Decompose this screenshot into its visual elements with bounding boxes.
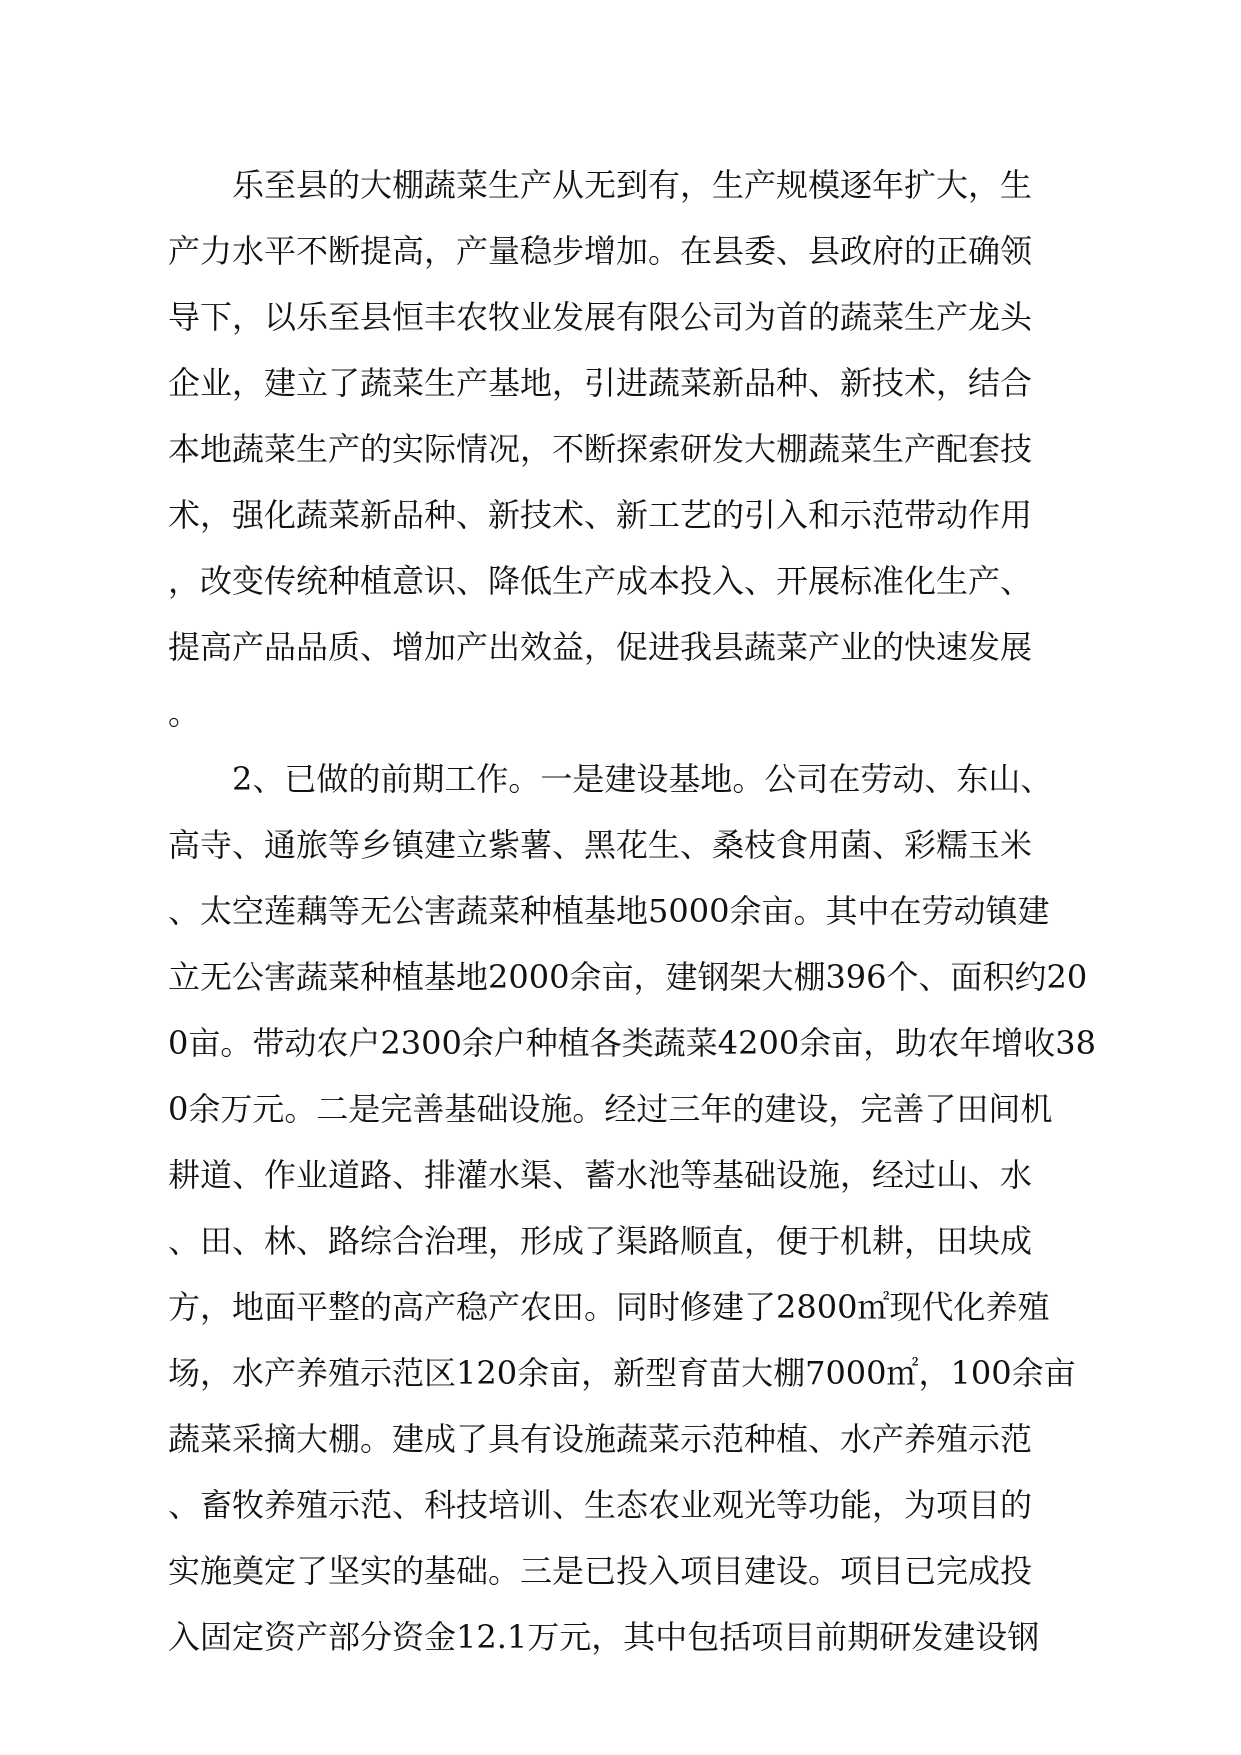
text-line: 0亩。带动农户2300余户种植各类蔬菜4200余亩，助农年增收38 bbox=[168, 1024, 1096, 1062]
text-line: 耕道、作业道路、排灌水渠、蓄水池等基础设施，经过山、水 bbox=[168, 1156, 1033, 1194]
text-line: 场，水产养殖示范区120余亩，新型育苗大棚7000㎡，100余亩 bbox=[168, 1354, 1076, 1392]
text-line: 、太空莲藕等无公害蔬菜种植基地5000余亩。其中在劳动镇建 bbox=[168, 892, 1050, 930]
text-line: 、畜牧养殖示范、科技培训、生态农业观光等功能，为项目的 bbox=[168, 1486, 1033, 1524]
text-line: 产力水平不断提高，产量稳步增加。在县委、县政府的正确领 bbox=[168, 232, 1033, 270]
paragraph-vegetable-production bbox=[168, 152, 1068, 746]
text-line: 、田、林、路综合治理，形成了渠路顺直，便于机耕，田块成 bbox=[168, 1222, 1033, 1260]
text-line: 导下，以乐至县恒丰农牧业发展有限公司为首的蔬菜生产龙头 bbox=[168, 298, 1033, 336]
text-line: 立无公害蔬菜种植基地2000余亩，建钢架大棚396个、面积约20 bbox=[168, 958, 1088, 996]
text-line: 实施奠定了坚实的基础。三是已投入项目建设。项目已完成投 bbox=[168, 1552, 1033, 1590]
text-line: 提高产品品质、增加产出效益，促进我县蔬菜产业的快速发展 bbox=[168, 628, 1033, 666]
text-line: 术，强化蔬菜新品种、新技术、新工艺的引入和示范带动作用 bbox=[168, 496, 1033, 534]
text-line: 乐至县的大棚蔬菜生产从无到有，生产规模逐年扩大，生 bbox=[232, 166, 1033, 204]
text-line: 入固定资产部分资金12.1万元，其中包括项目前期研发建设钢 bbox=[168, 1618, 1040, 1656]
text-line: 蔬菜采摘大棚。建成了具有设施蔬菜示范种植、水产养殖示范 bbox=[168, 1420, 1033, 1458]
text-line: ，改变传统种植意识、降低生产成本投入、开展标准化生产、 bbox=[168, 562, 1033, 600]
text-line: 2、已做的前期工作。一是建设基地。公司在劳动、东山、 bbox=[232, 760, 1053, 798]
text-line: 本地蔬菜生产的实际情况，不断探索研发大棚蔬菜生产配套技 bbox=[168, 430, 1033, 468]
text-line: 。 bbox=[168, 694, 201, 732]
text-line: 企业，建立了蔬菜生产基地，引进蔬菜新品种、新技术，结合 bbox=[168, 364, 1033, 402]
document-body bbox=[168, 152, 1096, 1670]
text-line: 0余万元。二是完善基础设施。经过三年的建设，完善了田间机 bbox=[168, 1090, 1053, 1128]
text-line: 高寺、通旅等乡镇建立紫薯、黑花生、桑枝食用菌、彩糯玉米 bbox=[168, 826, 1033, 864]
paragraph-preliminary-work bbox=[168, 746, 1096, 1670]
text-line: 方，地面平整的高产稳产农田。同时修建了2800㎡现代化养殖 bbox=[168, 1288, 1050, 1326]
